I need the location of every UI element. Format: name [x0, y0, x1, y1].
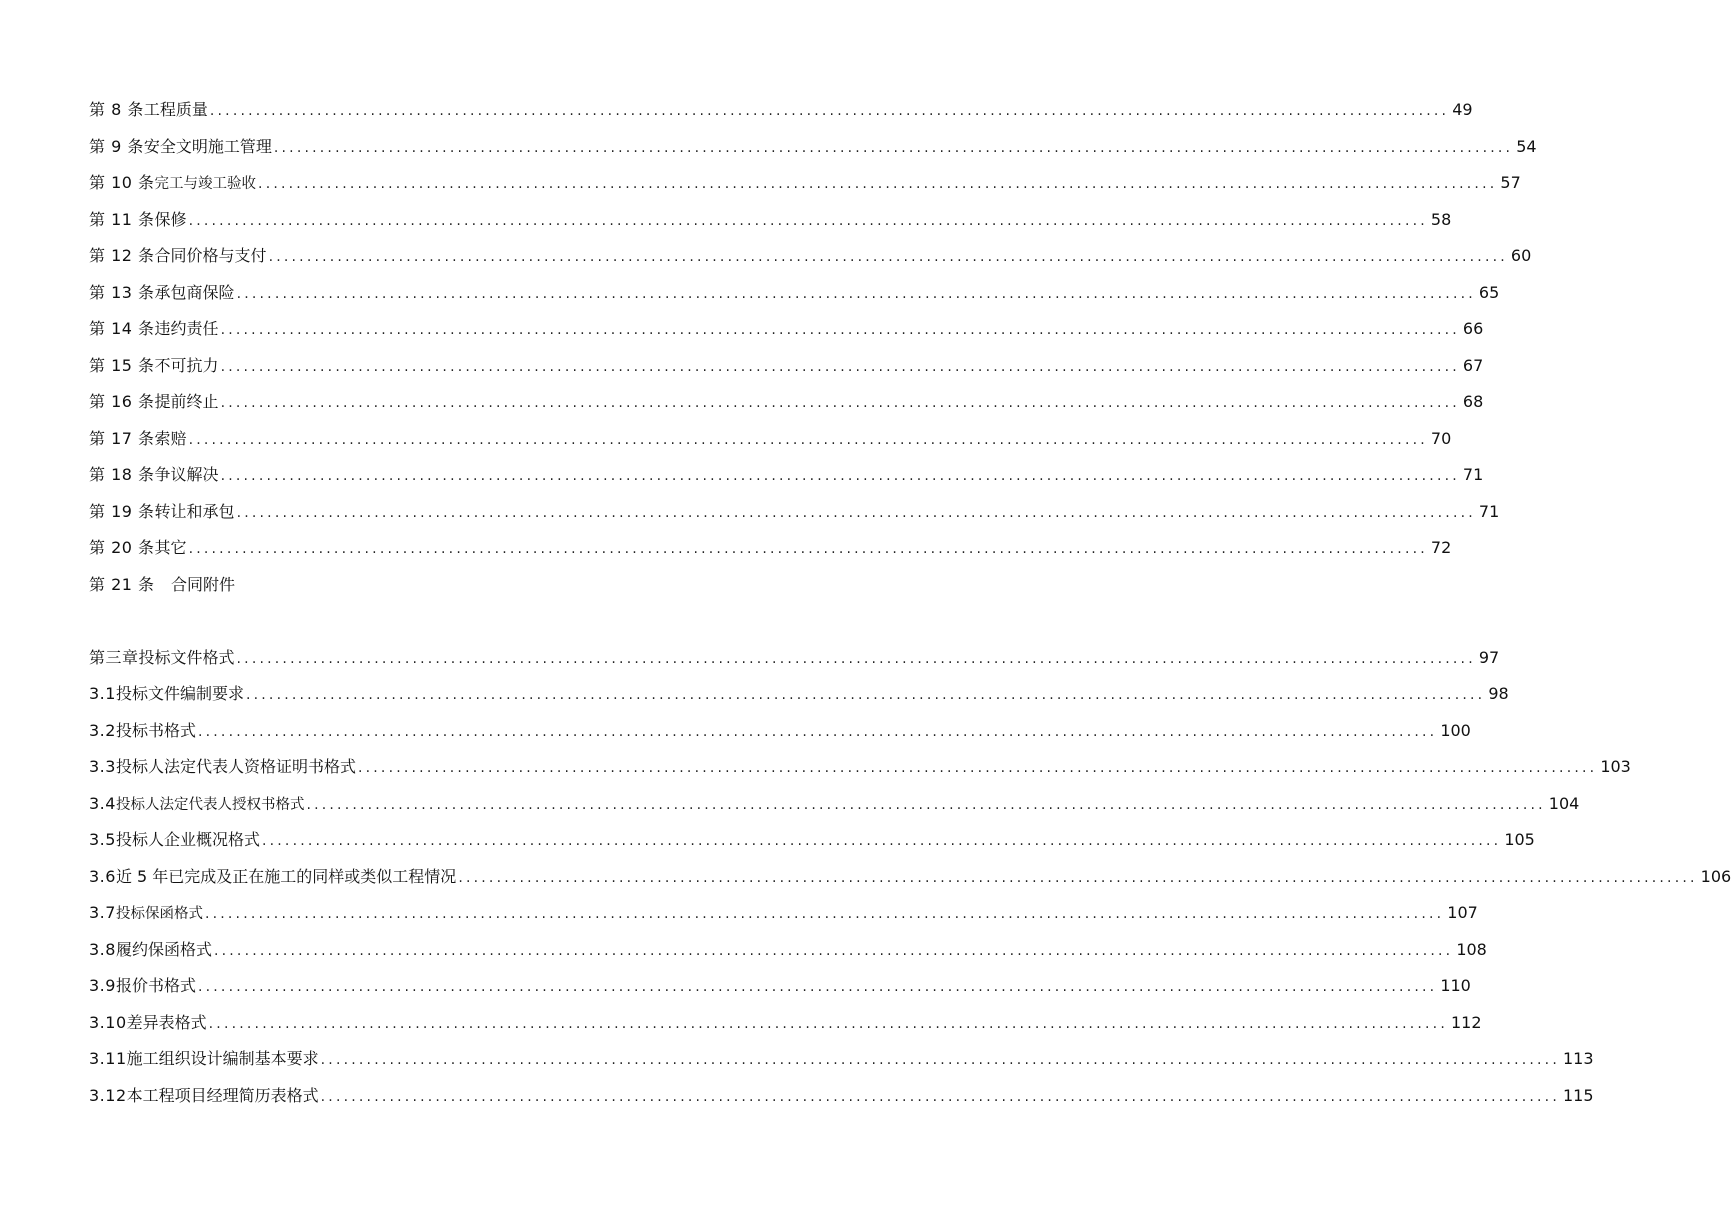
entry-number: 第 16 条: [89, 392, 155, 411]
chapter-title: 投标文件格式: [138, 648, 235, 667]
dot-leader: ..................................................................................................................................................................: [458, 870, 1698, 886]
entry-page-number: 98: [1488, 684, 1509, 703]
entry-page-number: 70: [1430, 429, 1452, 448]
toc-chapter-entry[interactable]: [89, 645, 1500, 671]
entry-title: 本工程项目经理简历表格式: [126, 1086, 319, 1105]
entry-title: 争议解决: [154, 465, 219, 484]
toc-entry[interactable]: [89, 535, 1452, 561]
entry-page-number: 97: [1478, 648, 1500, 667]
entry-number: 第 18 条: [89, 465, 155, 484]
entry-title: 提前终止: [154, 392, 219, 411]
toc-entry[interactable]: [89, 1010, 1482, 1036]
dot-leader: ..................................................................................................................................................................: [188, 432, 1428, 448]
entry-number: 3.3: [89, 757, 116, 776]
entry-title: 投标人法定代表人授权书格式: [115, 797, 305, 813]
entry-number: 3.4: [89, 794, 116, 813]
entry-title: 报价书格式: [115, 976, 196, 995]
dot-leader: ..................................................................................................................................................................: [306, 797, 1546, 813]
toc-entry[interactable]: [89, 681, 1509, 707]
dot-leader: ..................................................................................................................................................................: [261, 833, 1502, 849]
entry-page-number: 105: [1504, 830, 1535, 849]
dot-leader: ..................................................................................................................................................................: [188, 541, 1428, 557]
entry-number: 3.10: [89, 1013, 127, 1032]
toc-entry[interactable]: [89, 937, 1487, 963]
entry-title: 差异表格式: [126, 1013, 207, 1032]
dot-leader: ..................................................................................................................................................................: [204, 906, 1445, 922]
entry-number: 第 9 条: [89, 137, 144, 156]
entry-title: 履约保函格式: [115, 940, 212, 959]
toc-entry[interactable]: [89, 170, 1521, 196]
dot-leader: ..................................................................................................................................................................: [236, 505, 1476, 521]
entry-number: 第 20 条: [89, 538, 155, 557]
entry-title: 不可抗力: [154, 356, 219, 375]
dot-leader: ..................................................................................................................................................................: [220, 359, 1460, 375]
toc-entry[interactable]: [89, 426, 1452, 452]
entry-number: 第 13 条: [89, 283, 155, 302]
entry-number: 第 17 条: [89, 429, 155, 448]
toc-entry[interactable]: [89, 280, 1500, 306]
entry-number: 第 10 条: [89, 173, 155, 192]
entry-page-number: 71: [1478, 502, 1500, 521]
toc-entry[interactable]: [89, 207, 1452, 233]
dot-leader: ..................................................................................................................................................................: [220, 468, 1460, 484]
dot-leader: ..................................................................................................................................................................: [188, 213, 1428, 229]
entry-number: 第 21 条: [89, 575, 155, 594]
toc-entry[interactable]: [89, 1083, 1594, 1109]
entry-page-number: 72: [1430, 538, 1452, 557]
entry-title: 投标人企业概况格式: [115, 830, 260, 849]
toc-entry[interactable]: [89, 973, 1471, 999]
entry-title: 工程质量: [143, 100, 208, 119]
dot-leader: ..................................................................................................................................................................: [208, 1016, 1448, 1032]
entry-page-number: 57: [1500, 173, 1521, 192]
entry-number: 第 14 条: [89, 319, 155, 338]
toc-entry[interactable]: [89, 900, 1478, 926]
entry-title: 保修: [154, 210, 187, 229]
dot-leader: ..................................................................................................................................................................: [273, 140, 1514, 156]
toc-entry[interactable]: [89, 572, 783, 598]
entry-page-number: 71: [1462, 465, 1484, 484]
toc-entry[interactable]: [89, 316, 1484, 342]
entry-number: 第 15 条: [89, 356, 155, 375]
entry-title: 投标人法定代表人资格证明书格式: [115, 757, 356, 776]
entry-number: 3.8: [89, 940, 116, 959]
dot-leader: ..................................................................................................................................................................: [320, 1089, 1560, 1105]
entry-number: 3.7: [89, 903, 116, 922]
toc-entry[interactable]: [89, 718, 1471, 744]
dot-leader: ..................................................................................................................................................................: [213, 943, 1454, 959]
toc-entry[interactable]: [89, 462, 1484, 488]
toc-entry[interactable]: [89, 134, 1537, 160]
entry-page-number: 115: [1562, 1086, 1594, 1105]
entry-title: 其它: [154, 538, 187, 557]
entry-number: 第 19 条: [89, 502, 155, 521]
toc-entry[interactable]: [89, 97, 1473, 123]
entry-title: 完工与竣工验收: [154, 176, 257, 192]
toc-entry[interactable]: [89, 353, 1484, 379]
entry-title: 索赔: [154, 429, 187, 448]
entry-page-number: 103: [1600, 757, 1631, 776]
dot-leader: ..................................................................................................................................................................: [258, 176, 1498, 192]
toc-entry[interactable]: [89, 864, 1731, 890]
entry-page-number: 113: [1562, 1049, 1594, 1068]
entry-number: 3.6: [89, 867, 116, 886]
entry-number: 第 12 条: [89, 246, 155, 265]
entry-page-number: 112: [1450, 1013, 1482, 1032]
toc-entry[interactable]: [89, 389, 1484, 415]
entry-page-number: 54: [1516, 137, 1537, 156]
entry-page-number: 100: [1440, 721, 1471, 740]
toc-entry[interactable]: [89, 754, 1631, 780]
toc-entry[interactable]: [89, 499, 1500, 525]
entry-title: 承包商保险: [154, 283, 235, 302]
entry-page-number: 68: [1462, 392, 1484, 411]
entry-title: 转让和承包: [154, 502, 235, 521]
entry-number: 第 8 条: [89, 100, 144, 119]
entry-page-number: 108: [1456, 940, 1487, 959]
entry-number: 3.11: [89, 1049, 127, 1068]
entry-number: 3.2: [89, 721, 116, 740]
dot-leader: ..................................................................................................................................................................: [220, 395, 1460, 411]
dot-leader: ..................................................................................................................................................................: [209, 103, 1450, 119]
toc-entry[interactable]: [89, 243, 1532, 269]
entry-number: 第 11 条: [89, 210, 155, 229]
toc-entry[interactable]: [89, 827, 1535, 853]
toc-entry[interactable]: [89, 1046, 1594, 1072]
dot-leader: ..................................................................................................................................................................: [357, 760, 1598, 776]
entry-title: 安全文明施工管理: [143, 137, 272, 156]
entry-page-number: 110: [1440, 976, 1471, 995]
entry-page-number: 58: [1430, 210, 1452, 229]
entry-number: 3.5: [89, 830, 116, 849]
dot-leader: ..................................................................................................................................................................: [197, 724, 1438, 740]
entry-page-number: 65: [1478, 283, 1500, 302]
entry-number: 3.1: [89, 684, 116, 703]
entry-title: 投标文件编制要求: [115, 684, 244, 703]
entry-page-number: 67: [1462, 356, 1484, 375]
dot-leader: ..................................................................................................................................................................: [220, 322, 1460, 338]
entry-page-number: 106: [1700, 867, 1731, 886]
entry-title: 违约责任: [154, 319, 219, 338]
entry-page-number: 107: [1447, 903, 1478, 922]
toc-entry[interactable]: [89, 791, 1580, 817]
entry-page-number: 104: [1548, 794, 1580, 813]
entry-title: 近 5 年已完成及正在施工的同样或类似工程情况: [115, 867, 457, 886]
dot-leader: ..................................................................................................................................................................: [236, 651, 1476, 667]
chapter-number: 第三章: [89, 648, 139, 667]
dot-leader: ..................................................................................................................................................................: [268, 249, 1508, 265]
dot-leader: ..................................................................................................................................................................: [236, 286, 1476, 302]
entry-page-number: 60: [1510, 246, 1532, 265]
dot-leader: ..................................................................................................................................................................: [320, 1052, 1560, 1068]
entry-title: 投标保函格式: [115, 906, 203, 922]
entry-number: 3.12: [89, 1086, 127, 1105]
entry-title: 投标书格式: [115, 721, 196, 740]
entry-title: 合同附件: [171, 575, 236, 594]
entry-title: 施工组织设计编制基本要求: [126, 1049, 319, 1068]
dot-leader: ..................................................................................................................................................................: [245, 687, 1486, 703]
entry-number: 3.9: [89, 976, 116, 995]
entry-page-number: 66: [1462, 319, 1484, 338]
dot-leader: ..................................................................................................................................................................: [197, 979, 1438, 995]
entry-page-number: 49: [1452, 100, 1473, 119]
entry-title: 合同价格与支付: [154, 246, 267, 265]
